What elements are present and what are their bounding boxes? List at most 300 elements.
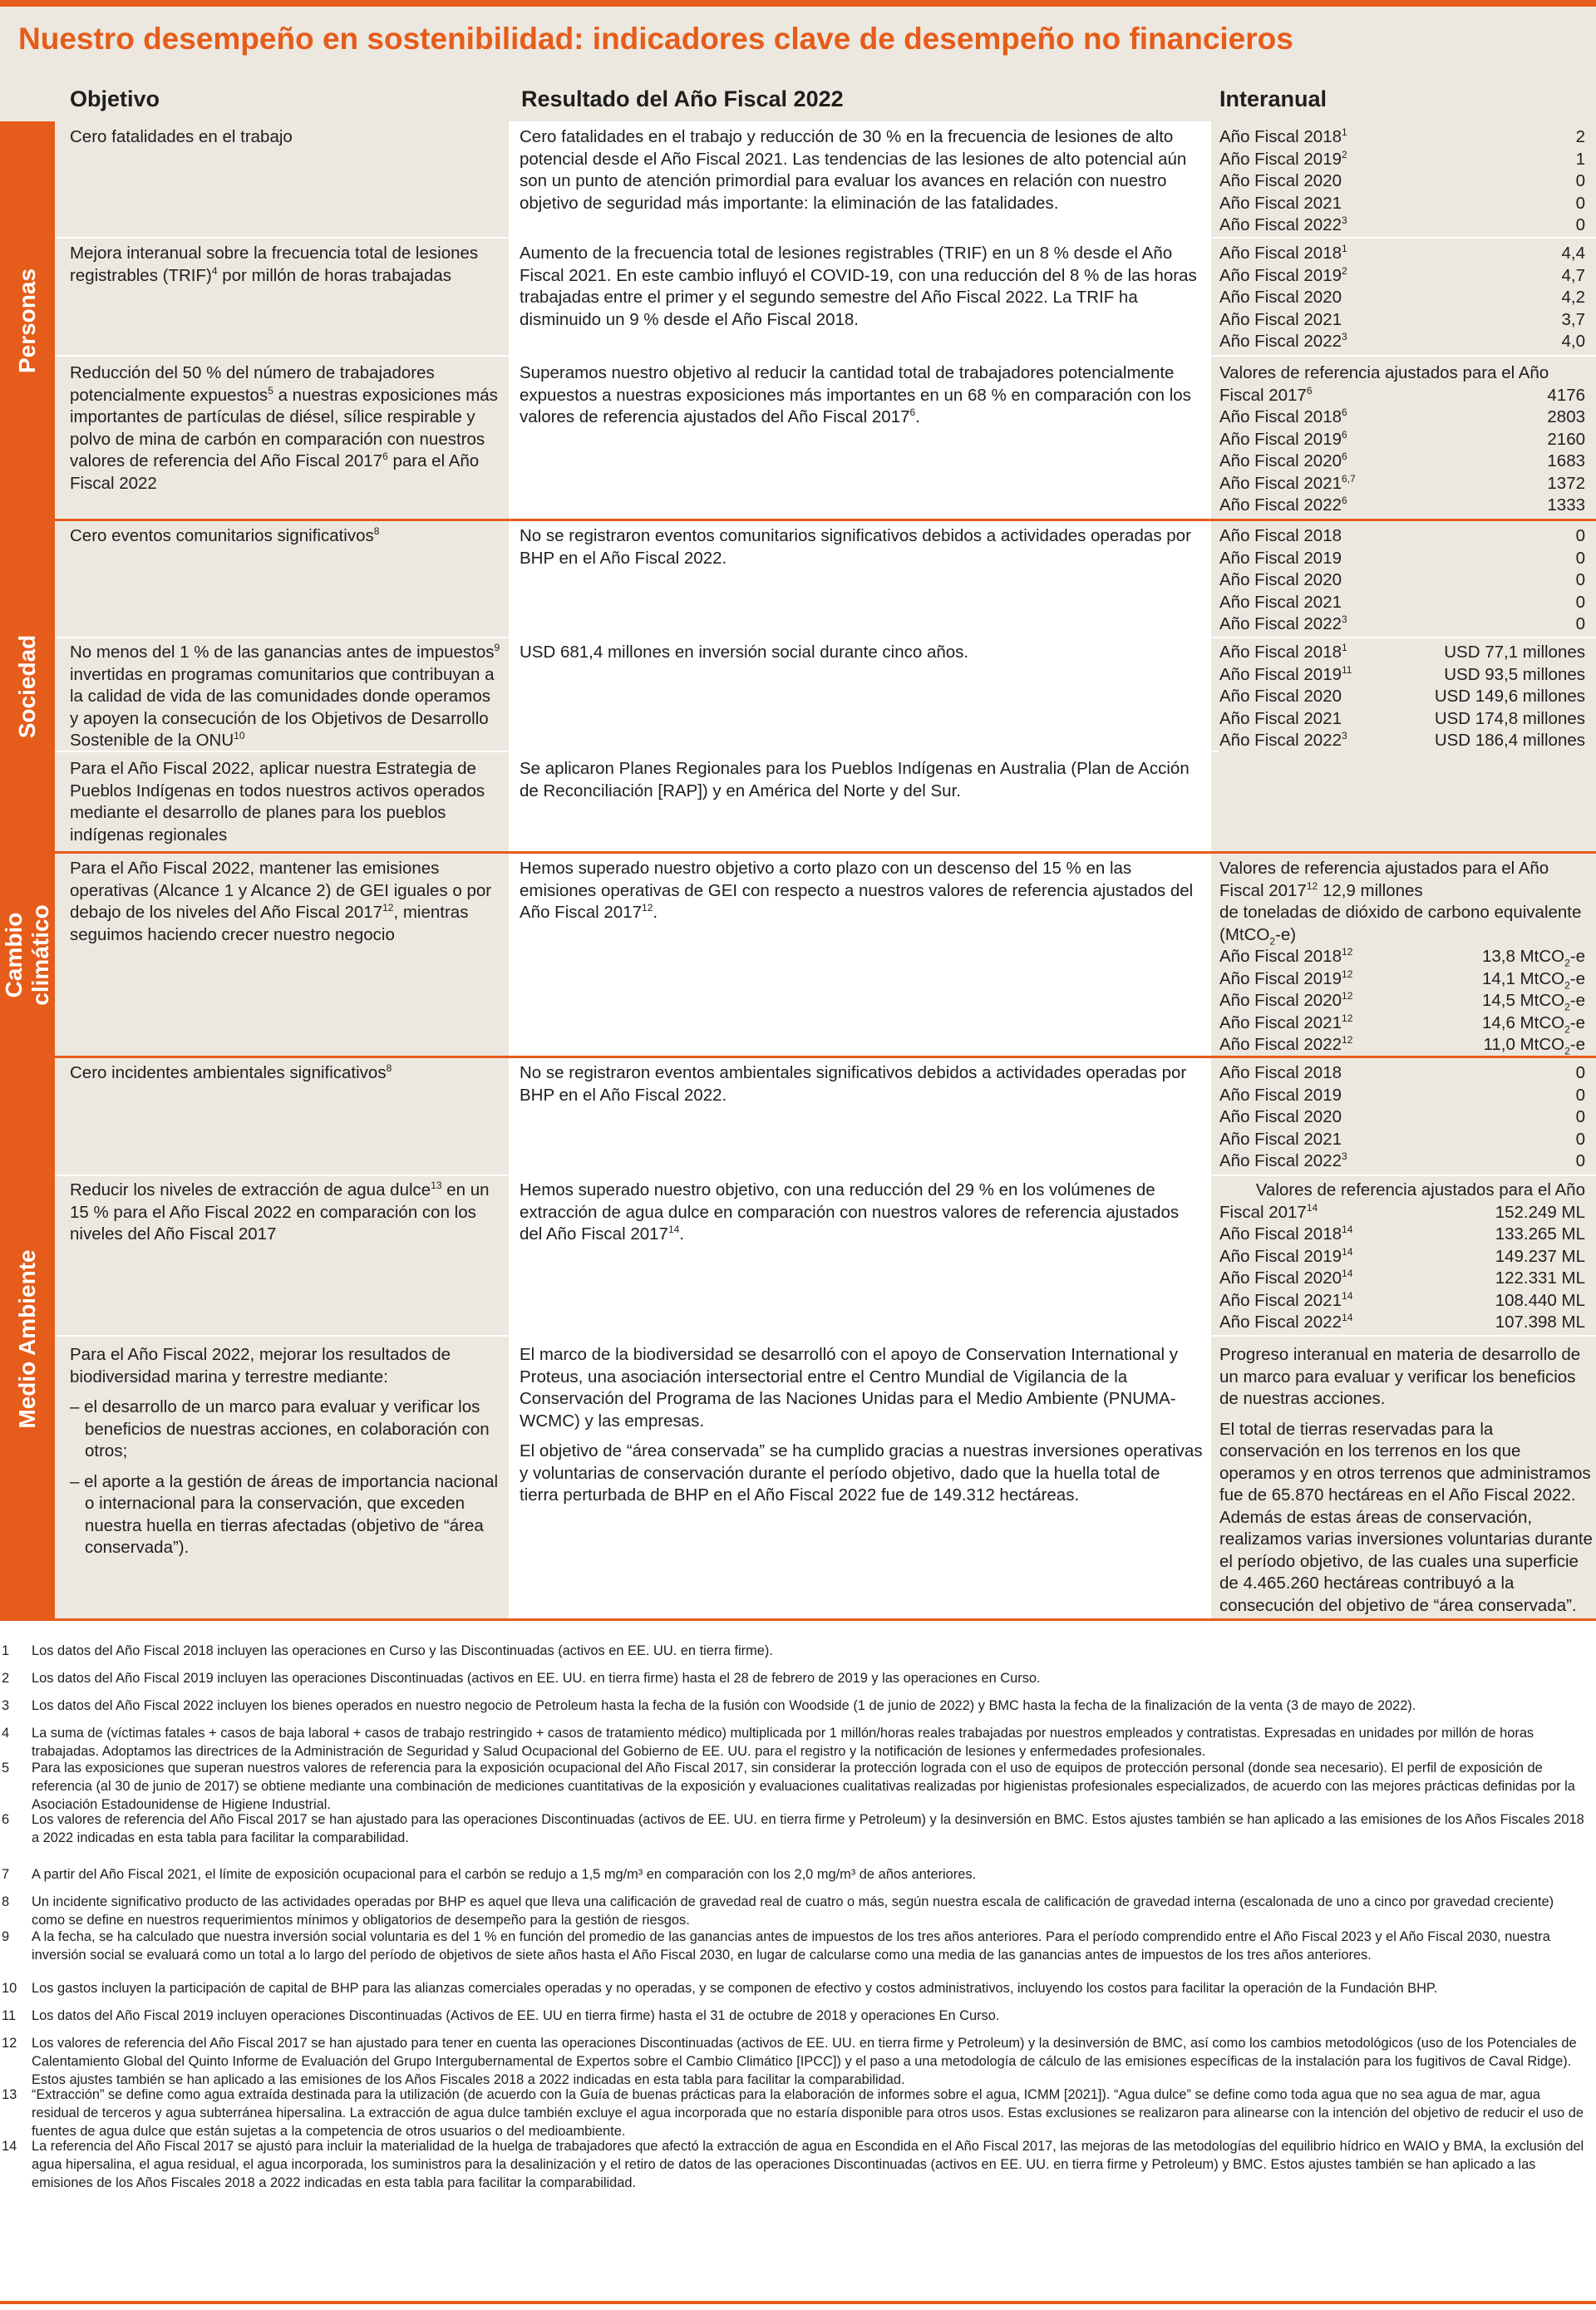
yoy-value-text: USD 174,8 millones (1434, 708, 1585, 728)
footnote-ref: 12 (1342, 990, 1353, 1002)
yoy-value-text: 4,7 (1561, 265, 1585, 285)
result-exposure-end: . (915, 407, 920, 426)
footnote-ref: 6 (382, 451, 388, 462)
footnote-text: “Extracción” se define como agua extraída destinada para la utilización (de acuerdo con la Guía de buenas prácticas para la elaboración de informes sobre el agua, ICMM [2021]). “Agua dulce” se define como toda agua que no sea agua de mar, agua residual de terceros y agua subterránea hipersalina. La extracción de agua dulce también excluye el agua incorporada que no estaría disponible para otros usos. Estas exclusiones se realizaron para alinearse con la intención del objetivo de reducir el uso de fuentes de agua dulce que están sujetas a la competencia de otros usuarios o del medioambiente. (32, 2087, 1584, 2139)
section-cambio-label-line1: Cambio (1, 912, 27, 998)
yoy-year-label: Año Fiscal 2019$^{12}$ (1219, 968, 1353, 988)
yoy-year-row (1219, 1012, 1585, 1035)
result-biodiversity (520, 1344, 1203, 1507)
objective-trif (70, 243, 502, 287)
footnote-text: Los datos del Año Fiscal 2018 incluyen las operaciones en Curso y las Discontinuadas (activos en EE. UU. en tierra firme). (32, 1643, 773, 1658)
footnote-ref: 14 (1306, 1201, 1318, 1214)
yoy-value-subscript: 2 (1564, 1045, 1570, 1057)
yoy-year-value (1495, 1202, 1585, 1224)
yoy-year-row (1219, 214, 1585, 237)
yoy-value-text: 1 (1575, 149, 1585, 169)
yoy-biodiversity-p2: El total de tierras reservadas para la conservación en los terrenos en los que operamos y en otros terrenos que administramos fue de 65.870 hectáreas en el Año Fiscal 2022. Además de estas áreas de conservación, realizamos varias inversiones voluntarias durante el período objetivo, de las cuales una superficie de 4.465.260 hectáreas contribuyó a la consecución del objetivo de “área conservada”. (1219, 1419, 1593, 1615)
yoy-year-row (1219, 968, 1585, 991)
yoy-year-value (1562, 309, 1586, 332)
yoy-year-row (1219, 730, 1585, 752)
objective-water (70, 1180, 502, 1246)
yoy-year-label: Año Fiscal 2022$^{14}$ (1219, 1312, 1353, 1332)
footnote-text: La suma de (víctimas fatales + casos de baja laboral + casos de trabajo restringido + casos de tratamiento médico) multiplicada por 1 millón/horas reales trabajadas por nuestros empleados y contratistas. Expresadas en unidades por millón de horas trabajadas. Adoptamos las directrices de la Administración de Seguridad y Salud Ocupacional del Gobierno de EE. UU. para el registro y la notificación de lesiones y enfermedades profesionales. (32, 1726, 1534, 1759)
yoy-value-text: 1333 (1547, 495, 1585, 515)
footnote-ref: 3 (1342, 1150, 1347, 1162)
objective-exposure (70, 362, 502, 495)
footnote-number: 13 (2, 2087, 17, 2102)
footnote-text: Los datos del Año Fiscal 2019 incluyen las operaciones Discontinuadas (activos en EE. UU. en tierra firme) hasta el 28 de febrero de 2019 y las operaciones en Curso. (32, 1671, 1041, 1686)
footnote-ref: 14 (1342, 1224, 1353, 1235)
yoy-ghg-years (1219, 946, 1585, 1056)
yoy-year-value (1547, 495, 1585, 517)
yoy-value-text: 0 (1575, 1107, 1585, 1126)
yoy-ghg-ref-unit: de toneladas de dióxido de carbono equivalente (1219, 903, 1582, 922)
footnote-ref: 3 (1342, 331, 1347, 342)
objective-exposure-a: Reducción del 50 % del número de trabajadores potencialmente expuestos (70, 363, 435, 405)
result-ghg-end: . (653, 903, 658, 922)
objective-biodiversity-bullet-1: – el desarrollo de un marco para evaluar y verificar los beneficios de nuestras acciones, en colaboración con otros; (70, 1397, 490, 1460)
footnote-ref: 12 (382, 902, 394, 914)
yoy-year-value (1483, 1034, 1585, 1056)
yoy-value-text: 0 (1575, 1085, 1585, 1105)
result-water-text: Hemos superado nuestro objetivo, con una reducción del 29 % en los volúmenes de extracción de agua dulce en comparación con nuestros valores de referencia ajustados del Año Fiscal 2017 (520, 1180, 1180, 1244)
yoy-year-value (1576, 1085, 1585, 1107)
yoy-year-row (1219, 1246, 1585, 1268)
yoy-year-value (1444, 664, 1585, 687)
yoy-ghg-ref-line (1219, 880, 1585, 903)
objective-biodiversity-bullet-2: – el aporte a la gestión de áreas de importancia nacional o internacional para la conservación, que exceden nuestra huella en tierras afectadas (objetivo de “área conservada”). (70, 1471, 499, 1557)
page-title: Nuestro desempeño en sostenibilidad: indicadores clave de desempeño no financieros (18, 22, 1293, 56)
objective-ghg (70, 858, 502, 946)
yoy-year-value (1435, 730, 1585, 752)
yoy-year-row (1219, 243, 1585, 265)
yoy-year-value (1562, 331, 1586, 353)
footnote-ref: 12 (1342, 946, 1353, 958)
yoy-year-value (1576, 193, 1585, 215)
yoy-year-value (1576, 149, 1585, 171)
yoy-ghg-ref-fy: Fiscal 2017 (1219, 880, 1307, 900)
yoy-year-label: Año Fiscal 2022$^6$ (1219, 495, 1347, 515)
yoy-value-text: 0 (1575, 171, 1585, 190)
row-divider (55, 355, 1596, 357)
top-accent-bar (0, 0, 1596, 7)
table-header (0, 75, 1596, 121)
yoy-value-text: 152.249 ML (1495, 1202, 1585, 1222)
row-divider (55, 1335, 1596, 1337)
footnote-ref: 14 (1342, 1312, 1353, 1323)
yoy-year-value (1576, 1106, 1585, 1129)
yoy-year-row (1219, 686, 1585, 708)
section-divider (0, 851, 1596, 854)
yoy-year-value (1495, 1312, 1585, 1334)
yoy-year-value (1495, 1246, 1585, 1268)
yoy-ghg-unit2b: -e) (1275, 924, 1297, 944)
footnote-ref: 6 (1342, 451, 1347, 462)
footnote-text: Los datos del Año Fiscal 2019 incluyen operaciones Discontinuadas (Activos de EE. UU en tierra firme) hasta el 31 de octubre de 2018 y operaciones En Curso. (32, 2008, 1000, 2023)
footnote-number: 3 (2, 1698, 10, 1713)
result-ghg-text: Hemos superado nuestro objetivo a corto plazo con un descenso del 15 % en las emisiones operativas de GEI con respecto a nuestros valores de referencia ajustados del Año Fiscal 2017 (520, 859, 1194, 922)
footnote-ref: 8 (373, 525, 380, 537)
yoy-value-text: 3,7 (1561, 309, 1585, 329)
yoy-value-text: USD 77,1 millones (1444, 643, 1585, 662)
yoy-year-row (1219, 1085, 1585, 1107)
yoy-year-value (1576, 613, 1585, 636)
footnote-text: A la fecha, se ha calculado que nuestra inversión social voluntaria es del 1 % en función del promedio de las ganancias antes de impuestos de los tres años anteriores. Para el período comprendido entre el Año Fiscal 2023 y el Año Fiscal 2030, nuestra inversión social se evaluará como un total a lo largo del período de objetivos de siete años hasta el Año Fiscal 2030, en lugar de calcularse como una media de las ganancias antes de impuestos de los tres años anteriores. (32, 1929, 1550, 1963)
yoy-year-row (1219, 1202, 1585, 1224)
yoy-year-value (1482, 946, 1585, 968)
yoy-value-suffix: -e (1569, 1035, 1585, 1054)
objective-social-a: No menos del 1 % de las ganancias antes de impuestos (70, 643, 495, 662)
footnote-text: Para las exposiciones que superan nuestros valores de referencia para la exposición ocupacional del Año Fiscal 2017, sin considerar la protección lograda con el uso de equipos de protección personal (donde sea necesario). El perfil de exposición de referencia (al 30 de junio de 2017) se obtiene mediante una combinación de mediciones cuantitativas de la exposición y evaluaciones cualitativas realizadas por higienistas profesionales especializados, de acuerdo con las mejores prácticas definidas por la Asociación Estadounidense de Higiene Industrial. (32, 1761, 1575, 1812)
footnote-ref: 14 (1342, 1289, 1353, 1302)
footnote-number: 11 (2, 2008, 17, 2023)
yoy-year-label: Año Fiscal 2018$^6$ (1219, 406, 1347, 426)
yoy-year-value (1495, 1224, 1585, 1246)
footnote-ref: 10 (234, 730, 245, 741)
yoy-value-text: 2803 (1547, 407, 1585, 426)
yoy-value-text: 0 (1575, 570, 1585, 589)
yoy-year-row (1219, 1150, 1585, 1173)
yoy-value-text: USD 149,6 millones (1434, 687, 1585, 706)
footnote-ref: 6 (1342, 495, 1347, 506)
objective-exposure-c: para el Año Fiscal 2022 (70, 451, 480, 493)
yoy-year-label: Fiscal 2017$^6$ (1219, 384, 1313, 405)
yoy-year-value (1482, 968, 1585, 991)
yoy-year-label: Año Fiscal 2018 (1219, 1063, 1342, 1082)
yoy-year-row (1219, 569, 1585, 592)
row-divider (55, 637, 1596, 638)
result-water (520, 1180, 1203, 1246)
yoy-value-text: 0 (1575, 548, 1585, 568)
section-sociedad (0, 520, 55, 853)
footnote-text: Los datos del Año Fiscal 2022 incluyen los bienes operados en nuestro negocio de Petroleum hasta la fecha de la fusión con Woodside (1 de junio de 2022) y BMC hasta la fecha de la finalización de la venta (3 de mayo de 2022). (32, 1698, 1416, 1713)
footnote-ref: 6 (1306, 384, 1313, 396)
yoy-fatalities (1219, 126, 1585, 237)
header-result: Resultado del Año Fiscal 2022 (521, 86, 844, 111)
yoy-year-value (1576, 548, 1585, 570)
footnote-ref: 4 (211, 264, 218, 277)
yoy-year-row (1219, 708, 1585, 731)
objective-exposure-b: a nuestras exposiciones más importantes de partículas de diésel, sílice respirable y polvo de mina de carbón en comparación con nuestros valores de referencia del Año Fiscal 2017 (70, 385, 498, 470)
yoy-year-label: Año Fiscal 2020 (1219, 687, 1342, 706)
yoy-year-row (1219, 1312, 1585, 1334)
yoy-trif (1219, 243, 1585, 353)
yoy-year-label: Año Fiscal 2021 (1219, 708, 1342, 728)
yoy-year-label: Año Fiscal 2021$^{6,7}$ (1219, 472, 1356, 493)
yoy-ghg-ref-unit2 (1219, 924, 1585, 947)
yoy-year-value (1576, 525, 1585, 548)
yoy-year-value (1482, 1012, 1585, 1035)
section-cambio-label (1, 904, 54, 1005)
yoy-year-row (1219, 1034, 1585, 1056)
footnote-ref: 13 (431, 1180, 442, 1191)
objective-trif-text-a: Mejora interanual sobre la frecuencia total de lesiones registrables (TRIF) (70, 244, 479, 285)
yoy-year-value (1547, 406, 1585, 429)
yoy-year-label: Año Fiscal 2020$^{14}$ (1219, 1268, 1353, 1288)
yoy-year-label: Año Fiscal 2018$^{12}$ (1219, 946, 1353, 966)
footnote-ref: 14 (1342, 1245, 1353, 1258)
yoy-value-text: 133.265 ML (1495, 1224, 1585, 1244)
table-bottom-divider (0, 1618, 1596, 1621)
result-exposure-text: Superamos nuestro objetivo al reducir la cantidad total de trabajadores potencialmente expuestos a nuestras exposiciones más importantes en un 68 % en comparación con los valores de referencia ajustados del Año Fiscal 2017 (520, 363, 1191, 426)
section-personas-label: Personas (14, 268, 40, 374)
footnote-ref: 8 (386, 1062, 392, 1074)
yoy-year-value (1444, 642, 1585, 664)
yoy-year-label: Año Fiscal 2022$^3$ (1219, 331, 1347, 351)
yoy-value-text: 0 (1575, 614, 1585, 633)
yoy-community-events (1219, 525, 1585, 636)
yoy-ghg (1219, 858, 1585, 1056)
footnote-ref: 11 (1342, 663, 1352, 676)
yoy-year-row (1219, 406, 1585, 429)
yoy-water-years (1219, 1202, 1585, 1334)
yoy-value-text: 4,2 (1561, 288, 1585, 307)
yoy-year-label: Año Fiscal 2021$^{12}$ (1219, 1012, 1353, 1032)
yoy-year-value (1562, 287, 1586, 309)
yoy-year-row (1219, 664, 1585, 687)
yoy-year-row (1219, 946, 1585, 968)
yoy-value-text: USD 93,5 millones (1444, 664, 1585, 684)
yoy-value-text: 13,8 MtCO (1481, 947, 1565, 966)
footnote-ref: 3 (1342, 214, 1347, 226)
yoy-value-text: 14,6 MtCO (1481, 1012, 1565, 1032)
yoy-year-row (1219, 309, 1585, 332)
footnote-ref: 5 (268, 384, 273, 396)
yoy-value-suffix: -e (1569, 968, 1585, 988)
footnote-text: A partir del Año Fiscal 2021, el límite de exposición ocupacional para el carbón se redujo a 1,5 mg/m³ en comparación con los 2,0 mg/m³ de años anteriores. (32, 1867, 977, 1882)
footnote-number: 7 (2, 1867, 10, 1882)
objective-social-investment (70, 642, 502, 752)
yoy-ghg-ref-head: Valores de referencia ajustados para el Año (1219, 859, 1549, 878)
footnote-number: 9 (2, 1929, 10, 1944)
yoy-year-value (1482, 990, 1585, 1012)
yoy-value-text: 0 (1575, 215, 1585, 234)
footnote-ref: 1 (1342, 642, 1347, 653)
yoy-year-label: Fiscal 2017$^{14}$ (1219, 1201, 1318, 1222)
yoy-year-row (1219, 525, 1585, 548)
result-zero-fatalities: Cero fatalidades en el trabajo y reducción de 30 % en la frecuencia de lesiones de alto potencial desde el Año Fiscal 2021. Las tendencias de las lesiones de alto potencial aún son un punto de atención primordial para evaluar los avances en relación con nuestro objetivo de seguridad más importante: la eliminación de las fatalidades. (520, 127, 1187, 213)
yoy-year-row (1219, 1129, 1585, 1151)
yoy-value-suffix: -e (1569, 947, 1585, 966)
footnote-ref: 12 (1306, 879, 1318, 892)
yoy-year-label: Año Fiscal 2019$^{14}$ (1219, 1245, 1353, 1266)
yoy-biodiversity (1219, 1344, 1594, 1617)
yoy-year-value (1495, 1290, 1585, 1313)
objective-env-text: Cero incidentes ambientales significativos (70, 1063, 387, 1082)
yoy-year-row (1219, 429, 1585, 451)
footnote-ref: 6 (909, 406, 916, 418)
footnote-number: 14 (2, 2139, 17, 2154)
yoy-year-label: Año Fiscal 2021 (1219, 1129, 1342, 1149)
objective-indigenous: Para el Año Fiscal 2022, aplicar nuestra Estrategia de Pueblos Indígenas en todos nuestros activos operados mediante el desarrollo de planes para los pueblos indígenas regionales (70, 759, 485, 845)
yoy-year-row (1219, 149, 1585, 171)
section-cambio-label-line2: climático (27, 904, 53, 1006)
yoy-value-text: 1372 (1547, 473, 1585, 493)
yoy-value-text: 108.440 ML (1495, 1290, 1585, 1310)
objective-ghg-a: Para el Año Fiscal 2022, mantener las emisiones operativas (Alcance 1 y Alcance 2) de GEI iguales o por debajo de los niveles del Año Fiscal 2017 (70, 859, 492, 922)
yoy-exposure (1219, 362, 1585, 517)
row-divider (55, 237, 1596, 239)
footnote-ref: 2 (1342, 148, 1347, 160)
yoy-year-value (1495, 1268, 1585, 1290)
yoy-water-ref-head: Valores de referencia ajustados para el Año (1255, 1180, 1585, 1199)
footnote-text: Los valores de referencia del Año Fiscal 2017 se han ajustado para las operaciones Discontinuadas (activos de EE. UU. en tierra firme y Petroleum) y la desinversión en BMC. Estos ajustes también se han aplicado a las emisiones de los Años Fiscales 2018 a 2022 indicadas en esta tabla para facilitar la comparabilidad. (32, 1812, 1584, 1845)
footnote-number: 6 (2, 1812, 10, 1827)
yoy-year-label: Año Fiscal 2019$^2$ (1219, 264, 1347, 285)
title-band (0, 7, 1596, 75)
yoy-year-label: Año Fiscal 2020 (1219, 570, 1342, 589)
yoy-year-value (1547, 451, 1585, 473)
yoy-year-row (1219, 1268, 1585, 1290)
yoy-value-text: USD 186,4 millones (1434, 731, 1585, 750)
objective-ghg-b: , mientras seguimos haciendo crecer nuestro negocio (70, 903, 469, 944)
yoy-value-text: 0 (1575, 526, 1585, 545)
yoy-year-value (1435, 686, 1585, 708)
objective-env-incidents (70, 1062, 502, 1085)
result-env-incidents: No se registraron eventos ambientales significativos debidos a actividades operadas por BHP en el Año Fiscal 2022. (520, 1063, 1187, 1105)
yoy-year-row (1219, 265, 1585, 288)
yoy-year-label: Año Fiscal 2022$^3$ (1219, 730, 1347, 750)
yoy-year-row (1219, 1106, 1585, 1129)
yoy-year-label: Año Fiscal 2018 (1219, 526, 1342, 545)
yoy-year-row (1219, 287, 1585, 309)
footnote-ref: 6,7 (1342, 472, 1356, 485)
yoy-year-value (1435, 708, 1585, 731)
yoy-year-label: Año Fiscal 2020 (1219, 288, 1342, 307)
section-medio-ambiente (0, 1057, 55, 1620)
footnote-ref: 12 (1342, 1012, 1353, 1024)
yoy-biodiversity-p1: Progreso interanual en materia de desarrollo de un marco para evaluar y verificar los beneficios de nuestras acciones. (1219, 1345, 1581, 1408)
yoy-exposure-ref-head: Valores de referencia ajustados para el Año (1219, 363, 1549, 382)
yoy-year-row (1219, 331, 1585, 353)
objective-water-b: en un 15 % para el Año Fiscal 2022 en comparación con los niveles del Año Fiscal 2017 (70, 1180, 490, 1244)
yoy-year-value (1576, 1062, 1585, 1085)
yoy-year-row (1219, 385, 1585, 407)
yoy-exposure-years (1219, 385, 1585, 517)
footnote-number: 4 (2, 1726, 10, 1741)
yoy-year-row (1219, 1290, 1585, 1313)
yoy-year-label: Año Fiscal 2020$^{12}$ (1219, 990, 1353, 1010)
objective-biodiversity (70, 1344, 502, 1559)
yoy-year-row (1219, 1224, 1585, 1246)
yoy-year-value (1576, 592, 1585, 614)
yoy-year-value (1576, 569, 1585, 592)
footnote-text: Los gastos incluyen la participación de capital de BHP para las alianzas comerciales operadas y no operadas, y se componen de efectivo y costos administrativos, incluyendo los costos para facilitar la operación de la Fundación BHP. (32, 1981, 1438, 1996)
yoy-value-text: 149.237 ML (1495, 1246, 1585, 1266)
yoy-value-text: 122.331 ML (1495, 1268, 1585, 1288)
footnote-text: La referencia del Año Fiscal 2017 se ajustó para incluir la materialidad de la huelga de trabajadores que afectó la extracción de agua en Escondida en el Año Fiscal 2017, las mejoras de las metodologías del equilibrio hídrico en WAIO y BMA, la exclusión del agua hipersalina, el agua residual, el agua incorporada, los suministros para la desalinización y el retiro de datos de las operaciones Discontinuadas (activos en EE. UU. en tierra firme y Petroleum) y BMC. Estos ajustes también se han aplicado a las emisiones de los Años Fiscales 2018 a 2022 indicadas en esta tabla para facilitar la comparabilidad. (32, 2139, 1584, 2190)
yoy-value-text: 0 (1575, 1063, 1585, 1082)
yoy-year-label: Año Fiscal 2019 (1219, 548, 1342, 568)
yoy-value-text: 4176 (1547, 385, 1585, 405)
yoy-ghg-ref-val: 12,9 millones (1318, 880, 1423, 900)
yoy-year-value (1576, 214, 1585, 237)
yoy-year-label: Año Fiscal 2018$^{14}$ (1219, 1224, 1353, 1244)
yoy-value-subscript: 2 (1564, 957, 1570, 969)
footnote-ref: 6 (1342, 406, 1347, 418)
section-cambio-climatico (0, 853, 55, 1057)
yoy-year-value (1576, 1150, 1585, 1173)
footnote-text: Un incidente significativo producto de las actividades operadas por BHP es aquel que lleva una calificación de gravedad real de cuatro o más, según nuestra escala de calificación de gravedad interna (escalonada de uno a cinco por gravedad creciente) como se define en nuestros requerimientos mínimos y obligatorios de desempeño para la gestión de riesgos. (32, 1894, 1554, 1928)
yoy-year-value (1576, 126, 1585, 149)
yoy-value-text: 4,0 (1561, 332, 1585, 351)
yoy-env-incidents (1219, 1062, 1585, 1173)
yoy-value-suffix: -e (1569, 991, 1585, 1010)
yoy-year-label: Año Fiscal 2022$^{12}$ (1219, 1034, 1353, 1054)
yoy-value-text: 0 (1575, 1151, 1585, 1170)
result-social-investment: USD 681,4 millones en inversión social durante cinco años. (520, 643, 969, 662)
section-divider (0, 519, 1596, 521)
yoy-water (1219, 1180, 1585, 1334)
yoy-value-text: 107.398 ML (1495, 1313, 1585, 1332)
yoy-value-text: 2 (1575, 127, 1585, 146)
yoy-year-label: Año Fiscal 2021 (1219, 592, 1342, 612)
header-yoy: Interanual (1219, 86, 1328, 111)
yoy-year-label: Año Fiscal 2021$^{14}$ (1219, 1289, 1353, 1310)
yoy-year-label: Año Fiscal 2019 (1219, 1085, 1342, 1105)
yoy-year-row (1219, 548, 1585, 570)
footnote-ref: 12 (1342, 1034, 1353, 1046)
yoy-value-text: 0 (1575, 1129, 1585, 1149)
yoy-year-value (1576, 170, 1585, 193)
yoy-year-value (1562, 265, 1586, 288)
result-indigenous: Se aplicaron Planes Regionales para los Pueblos Indígenas en Australia (Plan de Acción de Reconciliación [RAP]) y en América del Norte y del Sur. (520, 759, 1190, 800)
section-personas (0, 121, 55, 520)
footnote-text: Los valores de referencia del Año Fiscal 2017 se han ajustado para tener en cuenta las operaciones Discontinuadas (activos de EE. UU. en tierra firme y Petroleum) y la desinversión de BMC, así como los cambios metodológicos (uso de los Potenciales de Calentamiento Global del Quinto Informe de Evaluación del Grupo Intergubernamental de Expertos sobre el Cambio Climático [IPCC]) y el paso a una metodología de cálculo de las emisiones específicas de la instalación para los fugitivos de Caval Ridge). Estos ajustes también se han aplicado a las emisiones de los Años Fiscales 2018 a 2022 indicadas en esta tabla para facilitar la comparabilidad. (32, 2036, 1577, 2087)
yoy-year-value (1576, 1129, 1585, 1151)
bottom-accent-bar (0, 2301, 1596, 2304)
footnote-ref: 12 (642, 902, 653, 914)
result-ghg (520, 858, 1203, 924)
yoy-value-text: 11,0 MtCO (1483, 1035, 1565, 1054)
yoy-year-label: Año Fiscal 2019$^{11}$ (1219, 663, 1352, 684)
yoy-year-label: Año Fiscal 2020 (1219, 171, 1342, 190)
row-divider (55, 1175, 1596, 1176)
yoy-year-row (1219, 990, 1585, 1012)
yoy-year-row (1219, 613, 1585, 636)
footnote-ref: 6 (1342, 428, 1347, 441)
yoy-year-label: Año Fiscal 2020$^6$ (1219, 451, 1347, 470)
objective-zero-fatalities: Cero fatalidades en el trabajo (70, 127, 293, 146)
yoy-value-text: 1683 (1547, 451, 1585, 470)
yoy-year-label: Año Fiscal 2022$^3$ (1219, 613, 1347, 633)
yoy-year-row (1219, 193, 1585, 215)
footnote-number: 8 (2, 1894, 10, 1909)
yoy-year-label: Año Fiscal 2019$^2$ (1219, 148, 1347, 169)
objective-water-a: Reducir los niveles de extracción de agua dulce (70, 1180, 431, 1199)
yoy-year-row (1219, 592, 1585, 614)
result-exposure (520, 362, 1203, 429)
yoy-year-row (1219, 473, 1585, 495)
footnote-ref: 1 (1342, 126, 1347, 138)
footnote-ref: 12 (1342, 968, 1353, 980)
footnote-ref: 1 (1342, 243, 1347, 254)
yoy-value-text: 14,5 MtCO (1481, 991, 1565, 1010)
footnote-number: 1 (2, 1643, 10, 1658)
yoy-year-row (1219, 495, 1585, 517)
yoy-year-row (1219, 126, 1585, 149)
result-biodiversity-p2: El objetivo de “área conservada” se ha cumplido gracias a nuestras inversiones operativas y voluntarias de conservación durante el período objetivo, dado que la huella total de tierra perturbada de BHP en el Año Fiscal 2022 fue de 149.312 hectáreas. (520, 1441, 1203, 1505)
footnote-number: 10 (2, 1981, 17, 1996)
footnote-ref: 14 (667, 1224, 680, 1235)
footnote-number: 2 (2, 1671, 10, 1686)
yoy-year-row (1219, 170, 1585, 193)
yoy-year-value (1547, 385, 1585, 407)
yoy-year-label: Año Fiscal 2022$^3$ (1219, 214, 1347, 234)
objective-community-events (70, 525, 502, 548)
yoy-year-label: Año Fiscal 2018$^1$ (1219, 243, 1347, 263)
yoy-year-row (1219, 451, 1585, 473)
